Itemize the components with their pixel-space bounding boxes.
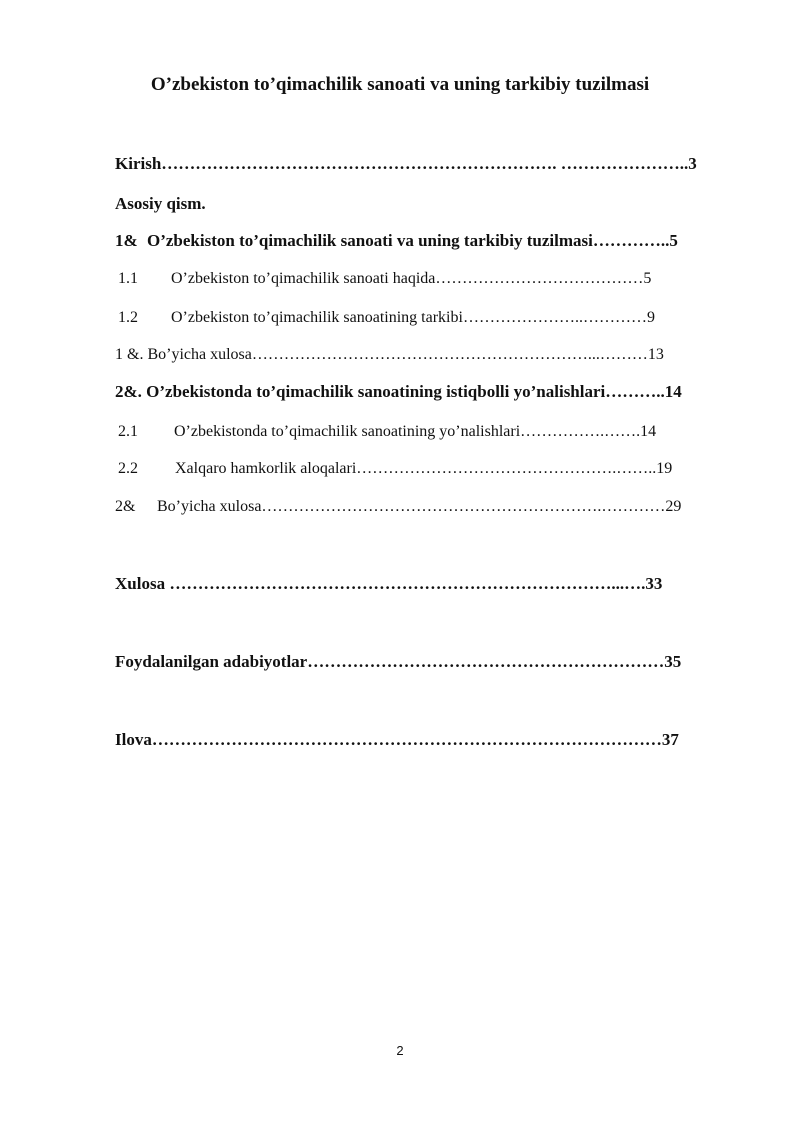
- toc-entry-number: 2&: [115, 498, 136, 515]
- toc-entry-text: Foydalanilgan adabiyotlar………………………………………………………35: [115, 652, 682, 671]
- toc-entry-number: 1.1: [118, 270, 138, 287]
- toc-entry-text: Xalqaro hamkorlik aloqalari………………………………………….……..19: [175, 460, 673, 477]
- page-number: 2: [396, 1043, 404, 1058]
- toc-entry-text: O’zbekiston to’qimachilik sanoatining tarkibi…………………..…………9: [171, 309, 655, 326]
- toc-entry-section-1-1[interactable]: [118, 267, 741, 291]
- toc-entry-number: 2.1: [118, 423, 138, 440]
- toc-entry-text: Bo’yicha xulosa……………………………………………………….…………29: [157, 498, 682, 515]
- document-title: O’zbekiston to’qimachilik sanoati va uning tarkibiy tuzilmasi: [150, 74, 650, 95]
- toc-entry-ilova[interactable]: [115, 728, 741, 752]
- toc-entry-text: Kirish……………………………………………………………. …………………..3: [115, 154, 697, 173]
- toc-entry-number: 2.2: [118, 460, 138, 477]
- toc-entry-text: O’zbekiston to’qimachilik sanoati haqida…………………………………5: [171, 270, 652, 287]
- toc-heading-text: Asosiy qism.: [115, 194, 206, 213]
- toc-entry-chapter-2-summary[interactable]: [115, 495, 741, 519]
- toc-entry-section-1-2[interactable]: [118, 306, 741, 330]
- toc-entry-kirish[interactable]: [115, 152, 741, 176]
- toc-entry-chapter-1-summary[interactable]: [115, 343, 741, 367]
- toc-entry-text: 1 &. Bo’yicha xulosa………………………………………………………...………13: [115, 346, 664, 363]
- toc-entry-section-2-2[interactable]: [118, 457, 741, 481]
- toc-entry-number: 1&: [115, 231, 138, 250]
- toc-entry-text: O’zbekistonda to’qimachilik sanoatining yo’nalishlari…………….…….14: [174, 423, 657, 440]
- toc-entry-chapter-1[interactable]: [115, 229, 741, 253]
- toc-entry-text: Xulosa ……………………………………………………………………...….33: [115, 574, 663, 593]
- toc-entry-chapter-2[interactable]: [115, 380, 741, 404]
- toc-heading-asosiy-qism: [115, 192, 741, 216]
- toc-entry-number: 1.2: [118, 309, 138, 326]
- toc-entry-section-2-1[interactable]: [118, 420, 741, 444]
- toc-entry-xulosa[interactable]: [115, 572, 741, 596]
- toc-entry-text: O’zbekiston to’qimachilik sanoati va uning tarkibiy tuzilmasi…………..5: [147, 231, 678, 250]
- toc-entry-text: Ilova………………………………………………………………………………37: [115, 730, 679, 749]
- toc-entry-foydalanilgan-adabiyotlar[interactable]: [115, 650, 741, 674]
- toc-entry-text: 2&. O’zbekistonda to’qimachilik sanoatining istiqbolli yo’nalishlari………..14: [115, 382, 682, 401]
